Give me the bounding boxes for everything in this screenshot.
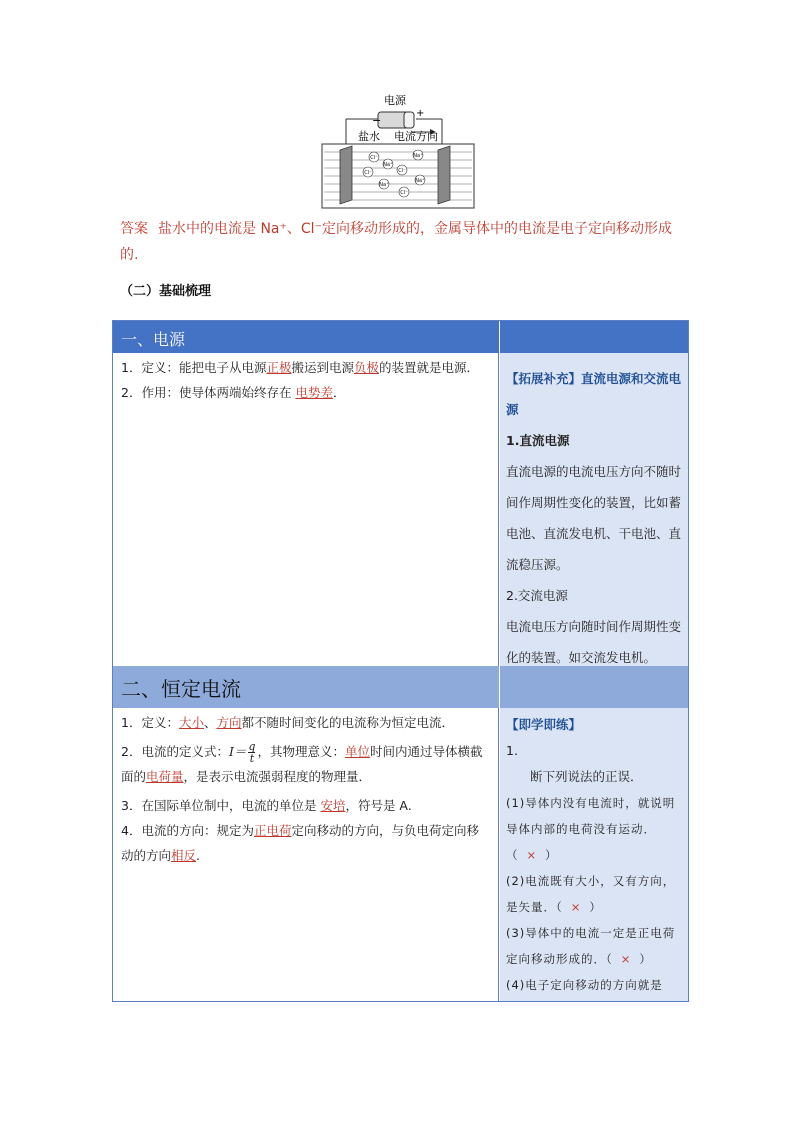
section1-header-row: [113, 321, 688, 353]
direction-item: 4．电流的方向：规定为正电荷定向移动的方向，与负电荷定向移动的方向相反.: [121, 823, 479, 863]
battery-plus-sign: +: [416, 108, 425, 119]
section1-content: [113, 353, 499, 666]
ion: Na⁺: [383, 162, 393, 168]
saltwater-label: 盐水: [358, 130, 380, 143]
function-item: 2．作用：使导体两端始终存在 电势差．: [121, 385, 346, 400]
section2-header-row: [113, 666, 688, 708]
true-false-question: (1)导体内没有电流时，就说明导体内部的电荷没有运动．（ × ）: [506, 796, 676, 862]
section2-title: 二、恒定电流: [121, 677, 241, 701]
sidebar-text: 直流电源的电流电压方向不随时间作周期性变化的装置，比如蓄电池、直流发电机、干电池、直流稳压源。: [506, 464, 682, 572]
answer-paragraph: [120, 216, 690, 268]
section-heading: （二）基础梳理: [120, 284, 212, 299]
blank-answer: 安培: [320, 798, 346, 813]
sidebar-heading: 【拓展补充】直流电源和交流电源: [506, 371, 682, 417]
section1-sidebar: [500, 353, 688, 666]
true-false-question: (4)电子定向移动的方向就是: [506, 978, 663, 992]
unit-item: 3．在国际单位制中，电流的单位是 安培，符号是 A.: [121, 798, 412, 813]
ion: Na⁺: [415, 178, 425, 184]
section2-content: [113, 708, 499, 1001]
formula-item: 2．电流的定义式：I＝ $\frac{q}{t}$ ，其物理意义：单位时间内通过导体横截面的电荷量，是表示电流强弱程度的物理量．: [121, 740, 483, 784]
true-false-question: (3)导体中的电流一定是正电荷定向移动形成的．（ × ）: [506, 926, 676, 966]
ion: Cl⁻: [398, 168, 406, 174]
blank-answer: 单位: [344, 744, 370, 759]
ion: Na⁺: [413, 153, 423, 159]
cross-mark-icon: ×: [620, 952, 632, 966]
question-number: 1.: [506, 743, 518, 758]
saltwater-circuit-figure: [318, 92, 478, 210]
sidebar-heading: 【即学即练】: [506, 717, 582, 732]
sidebar-subheading: 2.交流电源: [506, 588, 568, 603]
blank-answer: 正电荷: [253, 823, 292, 838]
current-direction-label: 电流方向: [394, 130, 438, 143]
sidebar-subheading: 1.直流电源: [506, 433, 570, 448]
cross-mark-icon: ×: [570, 900, 582, 914]
blank-answer: 方向: [216, 715, 242, 730]
definition-item: 1．定义：能把电子从电源正极搬运到电源负极的装置就是电源．: [121, 360, 480, 375]
ion: Cl⁻: [400, 190, 408, 196]
true-false-question: (2)电流既有大小，又有方向，是矢量．（ × ）: [506, 874, 676, 914]
answer-tag: 答案: [120, 221, 148, 237]
section2-sidebar: [500, 708, 688, 1001]
ion: Cl⁻: [364, 170, 372, 176]
notes-table: [112, 320, 689, 1002]
blank-answer: 相反: [171, 848, 197, 863]
section1-title: 一、电源: [121, 330, 186, 349]
sidebar-text: 电流电压方向随时间作周期性变化的装置。如交流发电机。: [506, 619, 682, 665]
cross-mark-icon: ×: [526, 848, 538, 862]
blank-answer: 负极: [354, 360, 380, 375]
battery-label: 电源: [384, 94, 406, 107]
answer-text: 盐水中的电流是 Na⁺、Cl⁻定向移动形成的，金属导体中的电流是电子定向移动形成的.: [120, 221, 672, 263]
current-fraction: $\frac{q}{t}$: [248, 740, 256, 765]
formula-lhs: I＝: [228, 744, 247, 759]
question-intro: 断下列说法的正误．: [530, 769, 643, 784]
blank-answer: 正极: [266, 360, 292, 375]
ion: Na⁺: [379, 182, 389, 188]
battery-minus-sign: −: [372, 114, 382, 127]
blank-answer: 大小: [178, 715, 204, 730]
ion: Cl⁻: [370, 155, 378, 161]
blank-answer: 电势差: [295, 385, 333, 400]
definition-item: 1．定义：大小、方向都不随时间变化的电流称为恒定电流．: [121, 715, 455, 730]
blank-answer: 电荷量: [146, 769, 184, 784]
